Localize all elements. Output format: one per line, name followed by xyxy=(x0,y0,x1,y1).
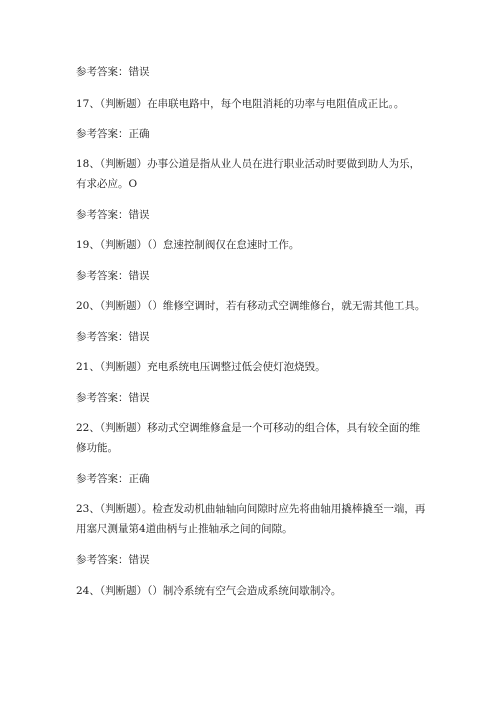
answer-line: 参考答案：错误 xyxy=(76,392,150,404)
question-21: 21、（判断题）充电系统电压调整过低会使灯泡烧毁。 xyxy=(76,361,326,373)
question-22: 22、（判断题）移动式空调维修盒是一个可移动的组合体，具有较全面的维修功能。 xyxy=(76,422,421,454)
answer-line: 参考答案：错误 xyxy=(76,554,150,566)
answer-line: 参考答案：正确 xyxy=(76,473,150,485)
answer-line: 参考答案：错误 xyxy=(76,331,150,343)
question-18: 18、（判断题）办事公道是指从业人员在进行职业活动时要做到助人为乐，有求必应。O xyxy=(76,158,421,190)
question-23: 23、（判断题）。检查发动机曲轴轴向间隙时应先将曲轴用撬棒撬至一端，再用塞尺测量第4道曲柄与止推轴承之间的间隙。 xyxy=(76,503,426,535)
question-24: 24、（判断题）（）制冷系统有空气会造成系统间歇制冷。 xyxy=(76,585,342,597)
answer-line: 参考答案：错误 xyxy=(76,66,150,78)
question-20: 20、（判断题）（）维修空调时，若有移动式空调维修台，就无需其他工具。 xyxy=(76,300,426,312)
question-19: 19、（判断题）（）怠速控制阀仅在怠速时工作。 xyxy=(76,239,300,251)
question-17: 17、（判断题）在串联电路中，每个电阻消耗的功率与电阻值成正比。。 xyxy=(76,98,405,110)
answer-line: 参考答案：错误 xyxy=(76,270,150,282)
answer-line: 参考答案：错误 xyxy=(76,209,150,221)
answer-line: 参考答案：正确 xyxy=(76,128,150,140)
